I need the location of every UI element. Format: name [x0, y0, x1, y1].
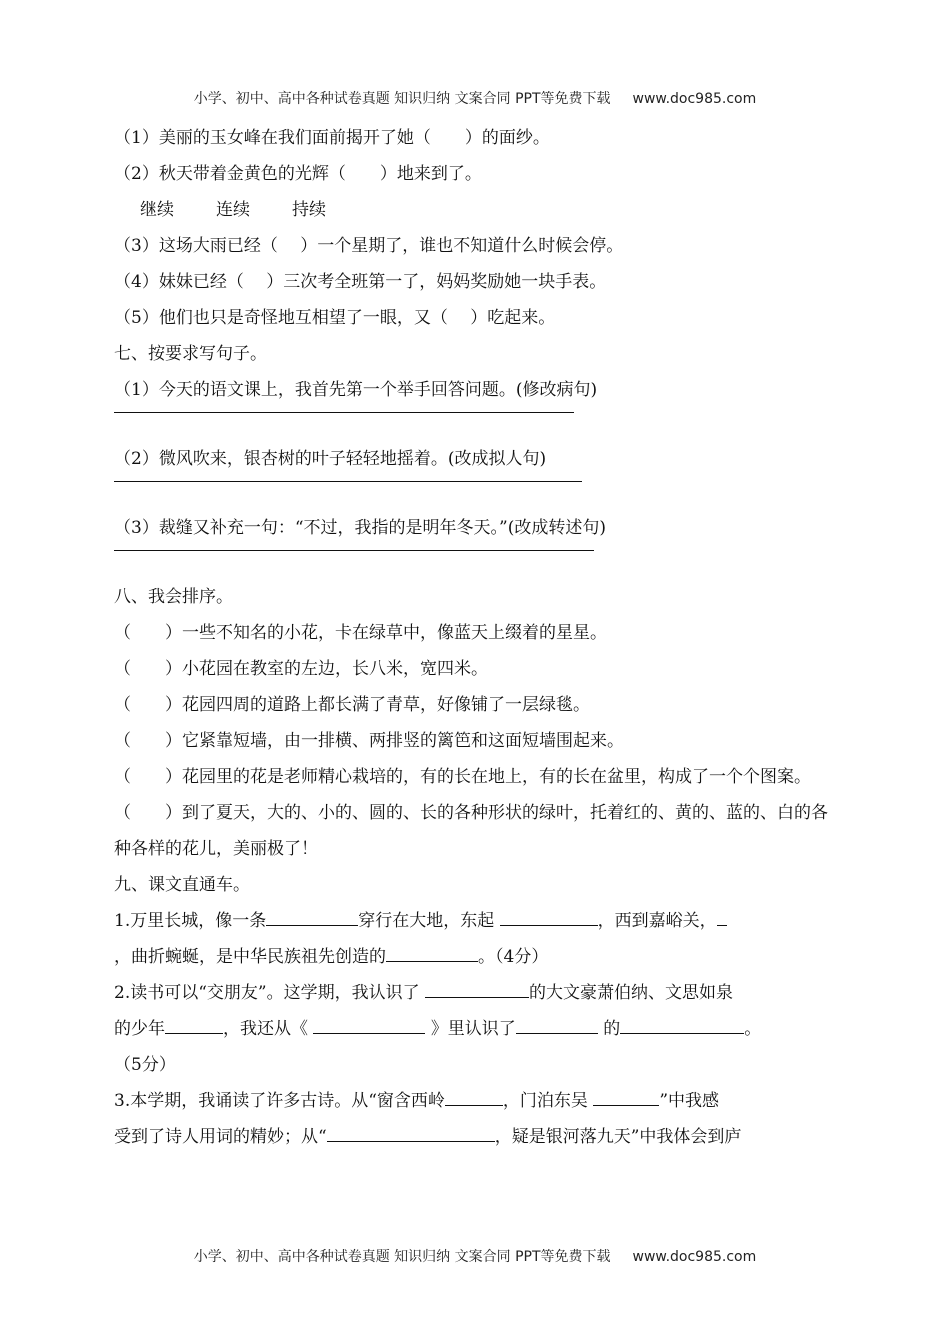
s9-q3-line1 — [114, 1083, 840, 1119]
s9-q2-line2 — [114, 1011, 840, 1047]
section7-title: 七、按要求写句子。 — [114, 344, 267, 364]
q3-text: ，疑是银河落九天”中我体会到庐 — [494, 1127, 742, 1147]
s7-q1: （1）今天的语文课上，我首先第一个举手回答问题。(修改病句) — [114, 380, 598, 400]
section8-title: 八、我会排序。 — [114, 587, 233, 607]
header-url: www.doc985.com — [632, 91, 757, 107]
s6-q1: （1）美丽的玉女峰在我们面前揭开了她（ ）的面纱。 — [114, 128, 550, 148]
fill-blank[interactable] — [165, 1015, 223, 1034]
q2-text: 》里认识了 — [430, 1019, 516, 1039]
order-item: （ ）小花园在教室的左边，长八米，宽四米。 — [114, 659, 488, 679]
word-option: 继续 — [140, 200, 174, 220]
fill-blank[interactable] — [620, 1015, 744, 1034]
fill-blank[interactable] — [266, 907, 358, 926]
s9-q2-line1 — [114, 975, 840, 1011]
q1-text: 1.万里长城，像一条 — [114, 911, 267, 931]
order-item: （ ）一些不知名的小花，卡在绿草中，像蓝天上缀着的星星。 — [114, 623, 607, 643]
s9-q1-line2 — [114, 939, 840, 975]
answer-line[interactable] — [114, 481, 582, 482]
s9-q1-line1 — [114, 903, 840, 939]
q3-text: ”中我感 — [659, 1091, 720, 1111]
q2-text: 。 — [744, 1019, 762, 1039]
s6-q3: （3）这场大雨已经（ ）一个星期了，谁也不知道什么时候会停。 — [114, 236, 624, 256]
q2-text: 2.读书可以“交朋友”。这学期，我认识了 — [114, 983, 420, 1003]
page-footer — [0, 1246, 950, 1266]
fill-blank[interactable] — [327, 1123, 495, 1142]
q3-text: ，门泊东吴 — [502, 1091, 588, 1111]
order-item: （ ）花园四周的道路上都长满了青草，好像铺了一层绿毯。 — [114, 695, 590, 715]
word-option: 持续 — [292, 200, 326, 220]
s9-q3-line2 — [114, 1119, 840, 1155]
fill-blank[interactable] — [593, 1087, 659, 1106]
word-option: 连续 — [216, 200, 250, 220]
fill-blank[interactable] — [445, 1087, 503, 1106]
fill-blank[interactable] — [717, 907, 727, 926]
word-options — [114, 192, 840, 228]
answer-line[interactable] — [114, 550, 594, 551]
header-text: 小学、初中、高中各种试卷真题 知识归纳 文案合同 PPT等免费下载 — [193, 91, 611, 107]
q2-text: ，我还从《 — [223, 1019, 308, 1039]
q3-text: 3.本学期，我诵读了许多古诗。从“窗含西岭 — [114, 1091, 445, 1111]
q1-text: 。（4分） — [478, 947, 549, 967]
s7-q3: （3）裁缝又补充一句：“不过，我指的是明年冬天。”(改成转述句) — [114, 518, 606, 538]
s6-q2: （2）秋天带着金黄色的光辉（ ）地来到了。 — [114, 164, 482, 184]
fill-blank[interactable] — [313, 1015, 425, 1034]
q2-text: 的大文豪萧伯纳、文思如泉 — [529, 983, 734, 1003]
q1-text: ，西到嘉峪关， — [597, 911, 717, 931]
footer-text: 小学、初中、高中各种试卷真题 知识归纳 文案合同 PPT等免费下载 — [193, 1249, 611, 1265]
s7-q2: （2）微风吹来，银杏树的叶子轻轻地摇着。(改成拟人句) — [114, 449, 547, 469]
page-header — [0, 88, 950, 108]
answer-line[interactable] — [114, 412, 574, 413]
q1-text: ，曲折蜿蜒，是中华民族祖先创造的 — [114, 947, 386, 967]
footer-url: www.doc985.com — [632, 1249, 757, 1265]
order-item: （ ）到了夏天，大的、小的、圆的、长的各种形状的绿叶，托着红的、黄的、蓝的、白的各种各样的花儿，美丽极了！ — [114, 803, 828, 859]
section9-title: 九、课文直通车。 — [114, 875, 250, 895]
s6-q5: （5）他们也只是奇怪地互相望了一眼，又（ ）吃起来。 — [114, 308, 556, 328]
order-item: （ ）花园里的花是老师精心栽培的，有的长在地上，有的长在盆里，构成了一个个图案。 — [114, 767, 811, 787]
fill-blank[interactable] — [386, 943, 478, 962]
q3-text: 受到了诗人用词的精妙；从“ — [114, 1127, 327, 1147]
q1-text: 穿行在大地，东起 — [358, 911, 495, 931]
order-item: （ ）它紧靠短墙，由一排横、两排竖的篱笆和这面短墙围起来。 — [114, 731, 624, 751]
s9-q2-line3: （5分） — [114, 1055, 176, 1075]
q2-text: 的少年 — [114, 1019, 165, 1039]
fill-blank[interactable] — [500, 907, 598, 926]
fill-blank[interactable] — [516, 1015, 598, 1034]
document-body — [114, 120, 840, 1155]
q2-text: 的 — [603, 1019, 621, 1039]
fill-blank[interactable] — [425, 979, 529, 998]
s6-q4: （4）妹妹已经（ ）三次考全班第一了，妈妈奖励她一块手表。 — [114, 272, 607, 292]
